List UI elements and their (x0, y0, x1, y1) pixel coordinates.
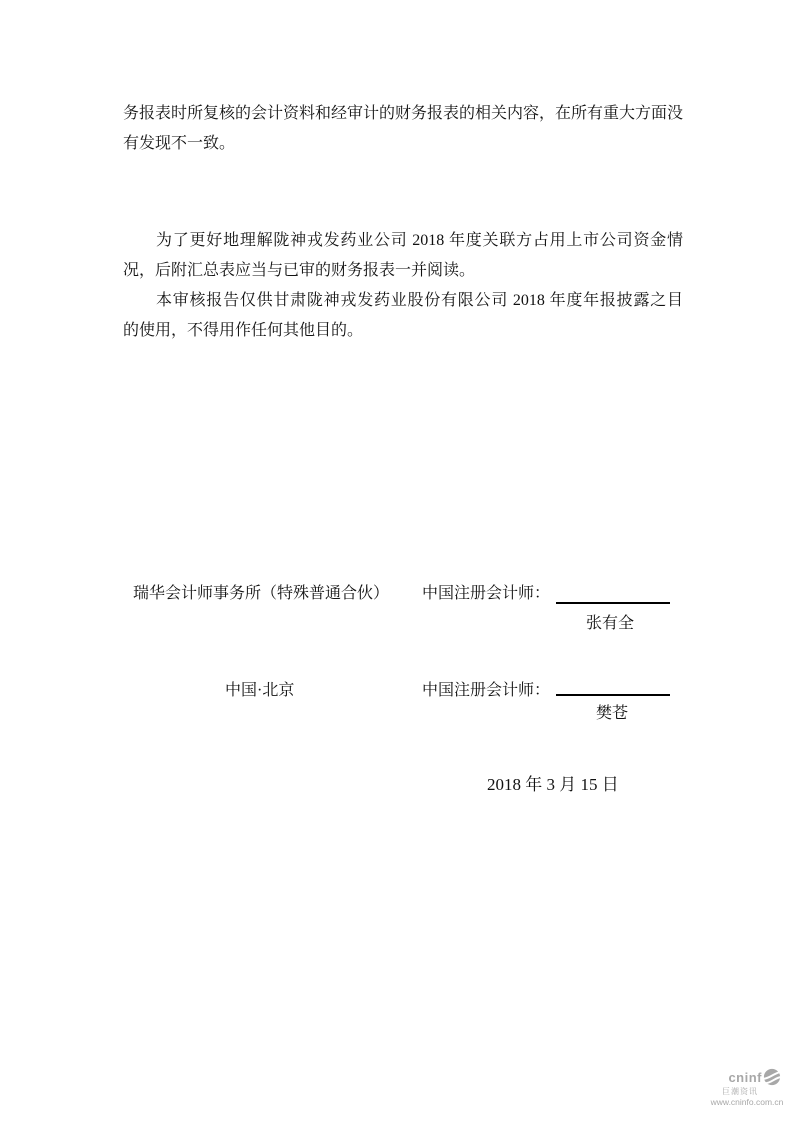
cninfo-brand-text: cninf (728, 1069, 762, 1085)
signature-name-2: 樊苍 (596, 705, 629, 722)
cninfo-chinese-name: 巨潮资讯 (722, 1087, 758, 1096)
signature-label-cpa-1: 中国注册会计师： (422, 585, 551, 602)
signature-line-2 (556, 694, 670, 696)
paragraph-line: 为了更好地理解陇神戎发药业公司 2018 年度关联方占用上市公司资金情 (156, 232, 683, 249)
paragraph-block (123, 226, 683, 346)
cninfo-watermark (703, 1068, 791, 1107)
signature-line-1 (556, 602, 670, 604)
cninfo-logo-row (703, 1068, 791, 1086)
signature-name-1: 张有全 (586, 615, 635, 632)
paragraph-continuation (123, 99, 683, 159)
signature-location: 中国·北京 (225, 682, 295, 699)
signature-label-cpa-2: 中国注册会计师： (422, 682, 551, 699)
paragraph-line: 务报表时所复核的会计资料和经审计的财务报表的相关内容，在所有重大方面没 (123, 105, 684, 122)
cninfo-url: www.cninfo.com.cn (710, 1097, 784, 1107)
cninfo-swirl-icon (763, 1068, 781, 1086)
paragraph-line: 的使用，不得用作任何其他目的。 (123, 322, 364, 339)
paragraph-line: 况，后附汇总表应当与已审的财务报表一并阅读。 (123, 262, 476, 279)
report-date: 2018 年 3 月 15 日 (487, 775, 619, 794)
paragraph-line: 本审核报告仅供甘肃陇神戎发药业股份有限公司 2018 年度年报披露之目 (156, 292, 683, 309)
paragraph-line: 有发现不一致。 (123, 135, 236, 152)
signature-firm-name: 瑞华会计师事务所（特殊普通合伙） (133, 585, 390, 602)
